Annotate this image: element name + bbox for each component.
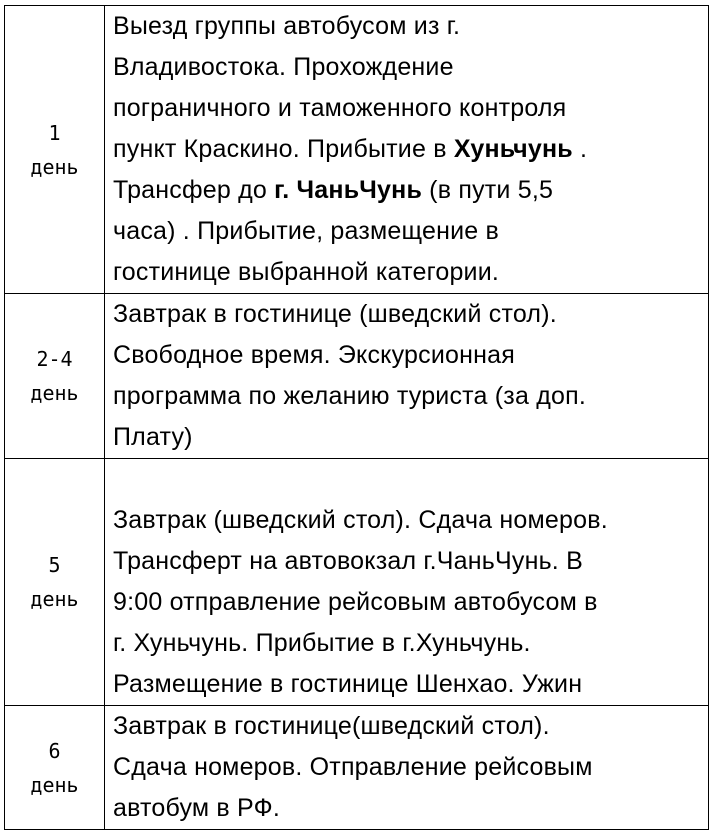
table-row	[5, 294, 709, 459]
day-cell	[5, 459, 105, 706]
description-cell	[105, 706, 709, 830]
description-line: Завтрак в гостинице(шведский стол).	[113, 712, 550, 740]
description-line: Выезд группы автобусом из г.	[113, 12, 461, 40]
day-word: день	[30, 154, 79, 179]
description-cell	[105, 459, 709, 706]
description-line	[113, 129, 704, 170]
day-number: 6	[48, 738, 61, 763]
description-line: программа по желанию туриста (за доп.	[113, 382, 586, 410]
description-line: Завтрак (шведский стол). Сдача номеров.	[113, 506, 608, 534]
day-cell	[5, 706, 105, 830]
line-text: Трансфер до	[113, 176, 275, 204]
day-number: 1	[48, 120, 61, 145]
day-cell	[5, 294, 105, 459]
line-text: (в пути 5,5	[422, 176, 554, 204]
description-cell	[105, 6, 709, 294]
description-line: Плату)	[113, 423, 193, 451]
description-cell	[105, 294, 709, 459]
day-number: 2-4	[36, 347, 73, 371]
description-line: Владивостока. Прохождение	[113, 53, 454, 81]
description-line: гостинице выбранной категории.	[113, 258, 500, 286]
description-line: 9:00 отправление рейсовым автобусом в	[113, 588, 598, 616]
day-word: день	[30, 381, 79, 405]
description-line: часа) . Прибытие, размещение в	[113, 217, 500, 245]
city-hunchun: Хуньчунь	[453, 135, 573, 163]
description-line: Завтрак в гостинице (шведский стол).	[113, 300, 557, 328]
description-line: пограничного и таможенного контроля	[113, 94, 567, 122]
description-line	[113, 170, 704, 211]
day-number: 5	[48, 553, 61, 577]
line-text: .	[572, 135, 588, 163]
description-line: автобум в РФ.	[113, 794, 281, 822]
day-cell	[5, 6, 105, 294]
table-row	[5, 459, 709, 706]
line-text: пункт Краскино. Прибытие в	[113, 135, 454, 163]
description-line: г. Хуньчунь. Прибытие в г.Хуньчунь.	[113, 629, 531, 657]
city-changchun: г. ЧаньЧунь	[274, 176, 423, 204]
table-row	[5, 6, 709, 294]
description-line: Свободное время. Экскурсионная	[113, 341, 515, 369]
description-line: Сдача номеров. Отправление рейсовым	[113, 753, 593, 781]
description-line: Трансферт на автовокзал г.ЧаньЧунь. В	[113, 547, 583, 575]
day-word: день	[30, 587, 79, 611]
day-word: день	[30, 772, 79, 797]
description-line: Размещение в гостинице Шенхао. Ужин	[113, 670, 583, 698]
itinerary-table	[4, 5, 709, 830]
table-row	[5, 706, 709, 830]
